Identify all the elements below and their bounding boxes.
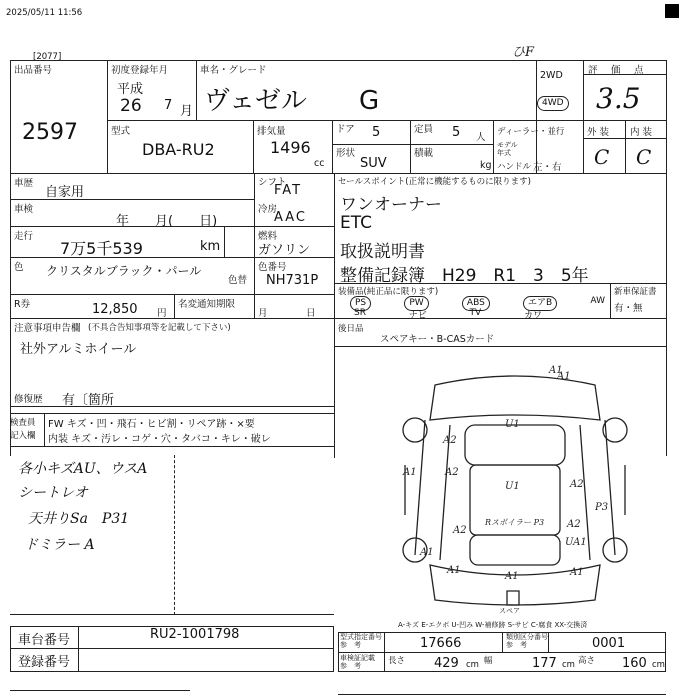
- sales-item-4: 整備記録簿 H29 R1 3 5年: [340, 266, 589, 286]
- mark-a1-4: A1: [570, 567, 584, 578]
- color-code: NH731P: [266, 273, 319, 288]
- warranty-value: 有・無: [614, 303, 643, 314]
- notice-label: 名変通知期限: [178, 299, 236, 310]
- handwritten-4: ドミラー A: [24, 537, 95, 553]
- inspector-label-1: 検査員: [10, 418, 36, 428]
- grade-ext-label: 外 装: [587, 127, 610, 138]
- warranty-label: 新車保証書: [614, 287, 657, 297]
- equip-aw: AW: [590, 296, 605, 306]
- option-label: 後日品: [338, 324, 364, 334]
- mileage-unit: km: [200, 239, 221, 254]
- dims-label: 車検証記載 参 考: [340, 654, 375, 670]
- notes-label: 注意事項申告欄: [14, 323, 81, 334]
- load-label: 積載: [414, 148, 434, 159]
- dims-len: 429: [434, 656, 459, 671]
- reg-no-label: 登録番号: [18, 655, 71, 670]
- inspection-value: 年 月( 日): [116, 214, 218, 229]
- handwritten-3: 天井りSa P31: [28, 511, 130, 527]
- grade-label: 評 価 点: [588, 65, 646, 76]
- handwritten-1: 各小キズAU、ウスA: [18, 461, 148, 477]
- first-reg-month-unit: 月: [180, 104, 194, 119]
- inspector-ext: FW キズ・凹・飛石・ヒビ割・リペア跡・×要: [48, 419, 255, 430]
- mark-roof-u1: U1: [505, 481, 520, 492]
- dealer-label: ディーラー・並行: [497, 127, 565, 137]
- drive-top-mark: ひF: [512, 45, 535, 60]
- color-label: 色: [14, 262, 24, 273]
- designation-value: 17666: [420, 636, 462, 651]
- exhibit-number: 2597: [22, 120, 78, 145]
- category-value: 0001: [592, 636, 626, 651]
- equip-navi: ナビ: [408, 311, 427, 321]
- r-tax-unit: 円: [157, 308, 167, 319]
- mark-a1-5: A1: [420, 547, 434, 558]
- equip-abs: ABS: [462, 296, 490, 311]
- car-damage-diagram: [395, 365, 635, 615]
- inspector-int: 内装 キズ・汚レ・コゲ・穴・タバコ・キレ・破レ: [48, 434, 271, 445]
- equip-row-2: [354, 308, 542, 321]
- mark-a2-5: A2: [567, 519, 581, 530]
- model-year-label: モデル 年式: [497, 141, 518, 157]
- mark-a2-1: A2: [443, 435, 457, 446]
- grade-int-value: C: [636, 145, 652, 169]
- mark-a1-3: A1: [505, 571, 519, 582]
- chassis-value: RU2-1001798: [150, 627, 240, 642]
- model-type-value: DBA-RU2: [142, 140, 215, 159]
- mark-p3: P3: [595, 502, 609, 513]
- mark-a2-4: A2: [453, 525, 467, 536]
- equip-leather: カワ: [523, 311, 542, 321]
- spare-label: スペア: [499, 607, 520, 615]
- equip-sr: SR: [354, 308, 366, 318]
- exhibit-label: 出品番号: [14, 65, 53, 76]
- displacement-unit: cc: [314, 158, 325, 169]
- drive-2wd: 2WD: [540, 70, 563, 81]
- first-reg-era: 平成: [117, 82, 144, 97]
- handwritten-2: シートレオ: [18, 485, 88, 501]
- mark-a2-3: A2: [570, 479, 584, 490]
- model-name-value: ヴェゼル G: [204, 86, 380, 116]
- fuel-label: 燃料: [258, 231, 278, 242]
- color-mark-label: 色替: [228, 275, 248, 286]
- mark-spoiler-note: Rスポイラー P3: [485, 518, 545, 527]
- inspector-label-2: 記入欄: [10, 431, 36, 441]
- shift-value: FAT: [274, 183, 303, 198]
- doors-label: ドア: [336, 124, 355, 135]
- doors-value: 5: [372, 125, 381, 140]
- r-tax-label: R券: [14, 299, 31, 310]
- timestamp: 2025/05/11 11:56: [6, 8, 83, 18]
- grade-value: 3.5: [596, 82, 641, 115]
- sheet-code: [2077]: [33, 52, 62, 62]
- handle-label: ハンドル: [497, 162, 532, 172]
- shape-label: 形状: [336, 148, 356, 159]
- capacity-unit: 人: [476, 132, 486, 143]
- r-tax-value: 12,850: [92, 302, 138, 317]
- displacement-label: 排気量: [257, 126, 286, 137]
- notes-sub: (不具合告知事項等を記載して下さい): [88, 323, 231, 333]
- grade-int-label: 内 装: [630, 127, 653, 138]
- color-value: クリスタルブラック・パール: [46, 264, 202, 278]
- mark-a2-2: A2: [445, 467, 459, 478]
- history-value: 自家用: [45, 185, 85, 200]
- drive-4wd: 4WD: [537, 96, 569, 111]
- mark-hood-u1: U1: [505, 419, 520, 430]
- equip-ps: PS: [350, 296, 371, 311]
- designation-label: 型式指定番号 参 考: [340, 633, 382, 649]
- inspection-label: 車検: [14, 204, 34, 215]
- category-label: 類別区分番号 参 考: [506, 633, 548, 649]
- dims-wid: 177: [532, 656, 557, 671]
- notice-day: 日: [306, 308, 316, 319]
- capacity-value: 5: [452, 125, 461, 140]
- dims-hei-unit: cm: [652, 660, 665, 670]
- mark-a1-6: A1: [557, 371, 571, 382]
- repair-value: 有〔箇所: [62, 393, 115, 408]
- model-type-label: 型式: [111, 126, 131, 137]
- notes-value: 社外アルミホイール: [20, 342, 137, 357]
- ac-label: 冷房: [258, 204, 278, 215]
- dims-len-label: 長さ: [388, 656, 406, 666]
- corner-mark: [665, 4, 679, 18]
- sales-item-2: ETC: [340, 213, 372, 233]
- sales-item-3: 取扱説明書: [340, 242, 425, 262]
- first-reg-label: 初度登録年月: [111, 65, 169, 76]
- capacity-label: 定員: [414, 124, 434, 135]
- shape-value: SUV: [360, 156, 387, 171]
- dims-hei: 160: [622, 656, 647, 671]
- dims-hei-label: 高さ: [578, 656, 596, 666]
- mark-ua1: UA1: [565, 537, 587, 548]
- dims-len-unit: cm: [466, 660, 479, 670]
- chassis-label: 車台番号: [18, 633, 71, 648]
- displacement-value: 1496: [270, 138, 311, 157]
- color-code-label: 色番号: [258, 262, 287, 273]
- notice-month: 月: [258, 308, 268, 319]
- mark-a1-1: A1: [403, 467, 417, 478]
- repair-label: 修復歴: [14, 394, 43, 405]
- history-label: 車歴: [14, 178, 34, 189]
- sales-label: セールスポイント(正常に機能するものに限ります): [338, 177, 531, 187]
- sales-item-1: ワンオーナー: [340, 195, 442, 215]
- equip-airbag: エアB: [523, 296, 557, 311]
- mark-front-a1: A1: [549, 365, 563, 376]
- load-unit: kg: [480, 160, 492, 171]
- dims-wid-unit: cm: [562, 660, 575, 670]
- mileage-value: 7万5千539: [60, 239, 143, 258]
- ac-value: AAC: [274, 210, 307, 225]
- equip-tv: TV: [469, 308, 482, 318]
- model-name-label: 車名・グレード: [200, 65, 267, 76]
- shift-label: シフト: [258, 177, 287, 188]
- mark-a1-2: A1: [447, 565, 461, 576]
- equip-label: 装備品(純正品に限ります): [338, 287, 439, 297]
- dims-wid-label: 幅: [484, 656, 493, 666]
- grade-ext-value: C: [594, 145, 610, 169]
- first-reg-month: 7: [164, 98, 173, 113]
- equip-pw: PW: [404, 296, 428, 311]
- handle-value: 左・右: [533, 162, 562, 173]
- option-value: スペアキー・B-CASカード: [380, 334, 495, 345]
- first-reg-year: 26: [120, 96, 142, 116]
- fuel-value: ガソリン: [258, 243, 311, 258]
- mileage-label: 走行: [14, 231, 34, 242]
- damage-legend: A-キズ E-エクボ U-凹み W-補修跡 S-サビ C-腐食 XX-交換済: [398, 621, 588, 629]
